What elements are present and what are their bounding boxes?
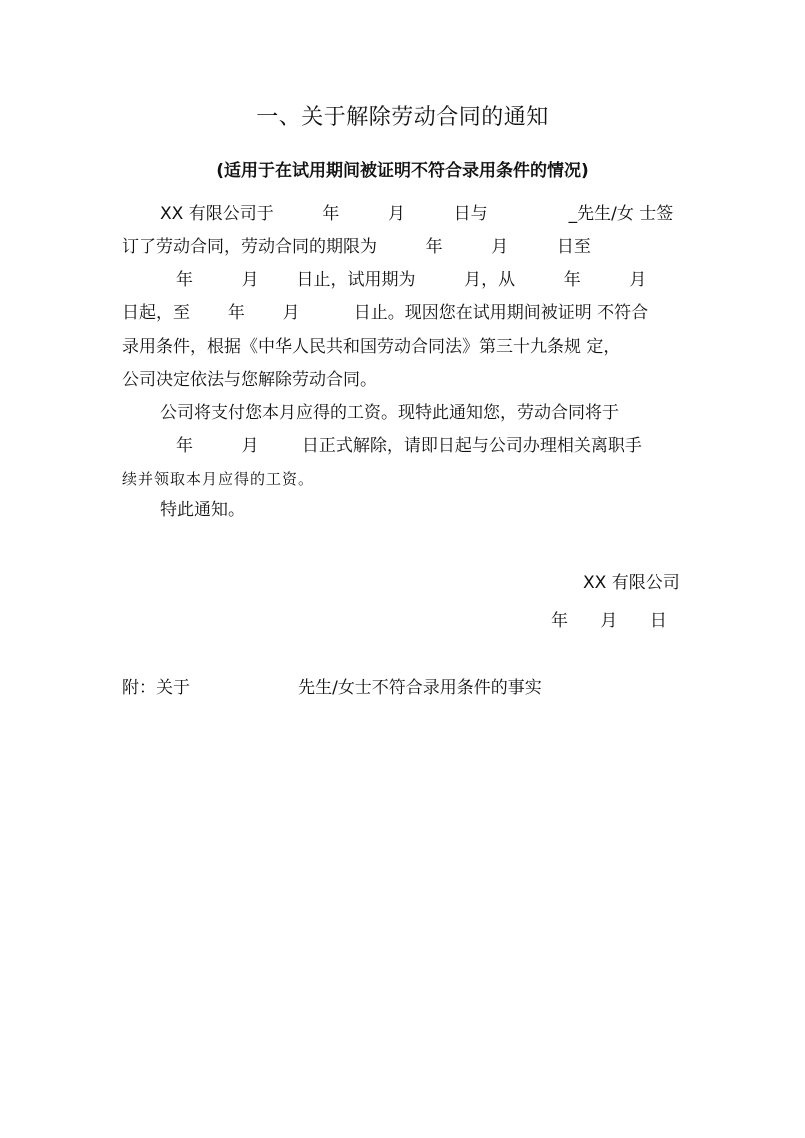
body-line-3: 年 月 日止，试用期为 月，从 年 月 (176, 270, 647, 290)
body-line-7: 公司将支付您本月应得的工资。现特此通知您，劳动合同将于 (160, 403, 619, 423)
body-line-8: 年 月 日正式解除，请即日起与公司办理相关离职手 (176, 436, 642, 456)
body-line-5: 录用条件，根据《中华人民共和国劳动合同法》第三十九条规 定， (122, 337, 621, 357)
document-subtitle: (适用于在试用期间被证明不符合录用条件的情况) (216, 161, 589, 181)
signature-company: XX 有限公司 (583, 573, 680, 593)
document-title: 一、关于解除劳动合同的通知 (256, 105, 549, 130)
body-line-10: 特此通知。 (160, 500, 245, 520)
attachment-note: 附：关于 先生/女士不符合录用条件的事实 (122, 678, 542, 698)
body-line-2: 订了劳动合同，劳动合同的期限为 年 月 日至 (122, 237, 591, 257)
body-line-1: XX 有限公司于 年 月 日与 _先生/女 士签 (160, 204, 674, 224)
body-line-4: 日起，至 年 月 日止。现因您在试用期间被证明 不符合 (122, 303, 649, 323)
body-line-9: 续并领取本月应得的工资。 (122, 470, 315, 488)
body-line-6: 公司决定依法与您解除劳动合同。 (122, 370, 377, 390)
signature-date: 年 月 日 (551, 611, 667, 631)
